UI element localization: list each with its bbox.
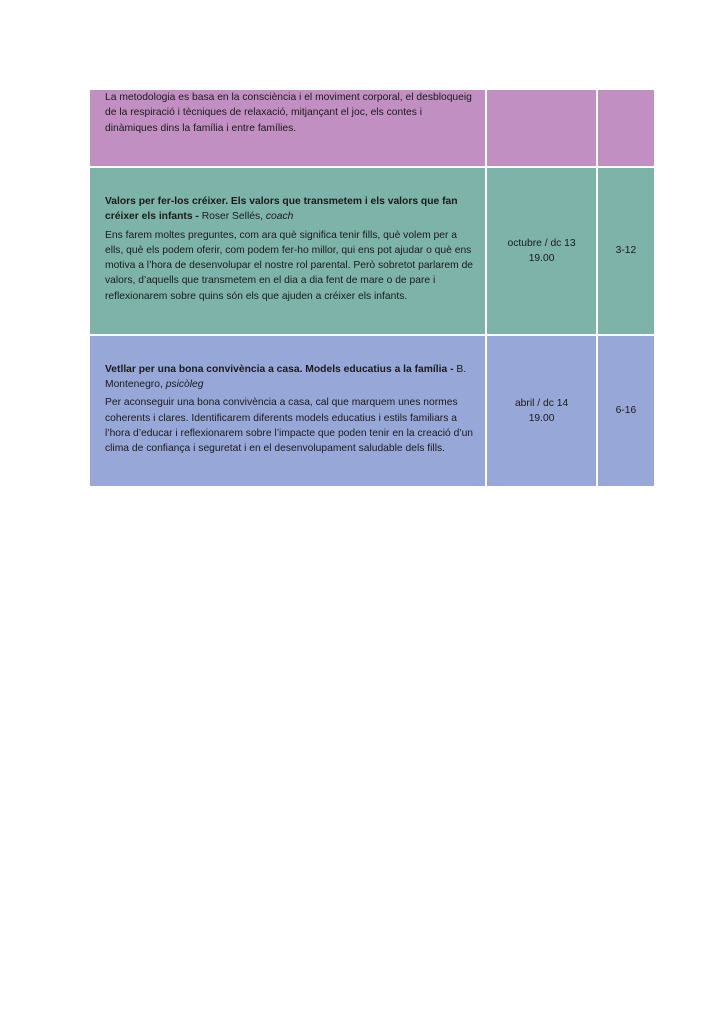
activity-author: B. Montenegro, <box>105 363 467 390</box>
activities-table <box>88 88 656 488</box>
activity-ages-cell <box>597 167 655 335</box>
activity-description: Ens farem moltes preguntes, com ara què significa tenir fills, què volem per a ells, què els podem oferir, com podem fer-ho millor, qui ens pot ajudar o què ens motiva a l’hora de desenvolupar el nostre rol parental. Però sobretot parlarem de valors, d’aquells que transmetem en el dia a dia fent de mare o de pare i reflexionarem sobre quins són els que ajuden a créixer els infants. <box>105 229 474 302</box>
activity-ages-cell <box>597 89 655 167</box>
activity-role: psicòleg <box>165 378 204 390</box>
activity-date-cell <box>486 335 596 487</box>
activity-description-cell <box>89 335 486 487</box>
activity-date: abril / dc 14 <box>514 397 569 409</box>
activity-role: coach <box>265 211 294 223</box>
activity-date-cell <box>486 167 596 335</box>
table-row <box>89 89 655 167</box>
activity-description: Per aconseguir una bona convivència a casa, cal que marquem unes normes coherents i clares. Identificarem diferents models educatius i estils familiars a l’hora d’educar i reflexionarem sobre l’impacte que poden tenir en la creació d’un clima de confiança i seguretat i en el desenvolupament saludable dels fills. <box>105 397 474 455</box>
activity-title: Valors per fer-los créixer. Els valors que transmetem i els valors que fan créixer els infants - <box>105 195 458 223</box>
activity-time: 19.00 <box>528 413 555 424</box>
activity-ages: 6-16 <box>615 405 637 417</box>
table-row <box>89 335 655 487</box>
activity-time: 19.00 <box>528 253 555 264</box>
activity-author: Roser Sellés, <box>201 211 263 223</box>
activity-ages-cell <box>597 335 655 487</box>
activity-date-cell <box>486 89 596 167</box>
table-row <box>89 167 655 335</box>
activity-date: octubre / dc 13 <box>507 237 576 249</box>
activity-description-cell <box>89 89 486 167</box>
activity-description-cell <box>89 167 486 335</box>
activity-title: Vetllar per una bona convivència a casa. Models educatius a la família - <box>105 363 454 375</box>
activity-description: La metodologia es basa en la consciència i el moviment corporal, el desbloqueig de la respiració i tècniques de relaxació, mitjançant el joc, els contes i dinàmiques dins la família i entre famílies. <box>105 92 472 134</box>
activity-ages: 3-12 <box>615 245 637 257</box>
